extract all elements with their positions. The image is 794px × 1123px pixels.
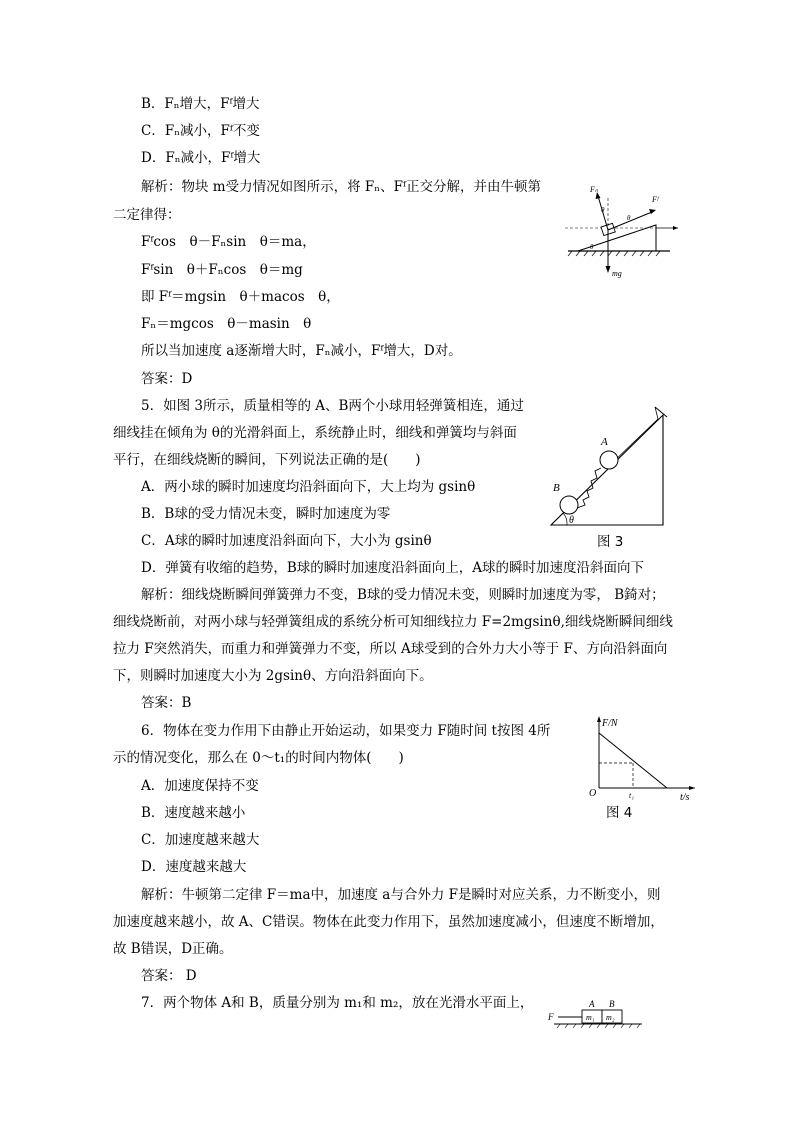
equation: Fᶠsin θ＋Fₙcos θ＝mg (141, 262, 303, 278)
solution-line: 拉力 F突然消失，而重力和弹簧弹力不变，所以 A球受到的合外力大小等于 F、方向沿斜面向 (113, 641, 668, 657)
ball-b-label: B (553, 482, 560, 494)
force-diagram (560, 178, 680, 278)
theta-label: θ (569, 515, 574, 526)
normal-force-label: Fₙ (590, 185, 599, 194)
figure-4-graph (585, 712, 700, 802)
x-axis-label: t/s (680, 792, 690, 802)
answer: 答案：D (141, 371, 193, 387)
block-a-label: A (589, 999, 595, 1009)
option-a: A．加速度保持不变 (141, 778, 259, 794)
theta-label: θ (601, 206, 605, 214)
answer: 答案：B (141, 695, 192, 711)
figure-3-caption: 图 3 (597, 534, 624, 550)
option-b: B．B球的受力情况未变，瞬时加速度为零 (141, 506, 391, 522)
theta-label: θ (590, 243, 594, 251)
equation: Fₙ＝mgcos θ－masin θ (141, 316, 312, 332)
y-axis-label: F/N (602, 718, 618, 729)
mass-1-label: m₁ (586, 1013, 595, 1022)
option-d: D．Fₙ减小，Fᶠ增大 (141, 150, 261, 166)
figure-7-blocks (540, 996, 645, 1032)
option-c: C．A球的瞬时加速度沿斜面向下，大小为 gsinθ (141, 533, 432, 549)
question-6: 6．物体在变力作用下由静止开始运动，如果变力 F随时间 t按图 4所 (141, 723, 551, 739)
weight-label: mg (612, 269, 622, 278)
figure-4-caption: 图 4 (606, 805, 633, 821)
question-5: 5．如图 3所示，质量相等的 A、B两个小球用轻弹簧相连，通过 (141, 398, 524, 414)
solution-line: 细线烧断前，对两小球与轻弹簧组成的系统分析可知细线拉力 F=2mgsinθ,细线烧断瞬间细线 (113, 614, 673, 630)
option-d: D．弹簧有收缩的趋势，B球的瞬时加速度沿斜面向上，A球的瞬时加速度沿斜面向下 (141, 560, 644, 576)
friction-force-label: Fᶠ (652, 195, 659, 204)
answer: 答案： D (141, 968, 197, 984)
question-5: 平行，在细线烧断的瞬间，下列说法正确的是( ) (113, 452, 421, 468)
question-6: 示的情况变化，那么在 0～t₁的时间内物体( ) (113, 750, 404, 766)
block-b-label: B (609, 999, 615, 1009)
t1-label: t₁ (629, 791, 635, 800)
option-c: C．Fₙ减小，Fᶠ不变 (141, 123, 260, 139)
solution-line: 故 B错误，D正确。 (113, 941, 233, 957)
option-b: B．速度越来越小 (141, 805, 246, 821)
question-7: 7．两个物体 A和 B，质量分别为 m₁和 m₂，放在光滑水平面上， (141, 995, 534, 1011)
option-d: D．速度越来越大 (141, 859, 247, 875)
solution-line: 解析：牛顿第二定律 F＝ma中，加速度 a与合外力 F是瞬时对应关系，力不断变小，则 (141, 887, 661, 903)
question-5: 细线挂在倾角为 θ的光滑斜面上，系统静止时，细线和弹簧均与斜面 (113, 425, 517, 441)
option-c: C．加速度越来越大 (141, 832, 260, 848)
origin-label: O (589, 788, 597, 799)
mass-2-label: m₂ (606, 1013, 615, 1022)
force-label: F (548, 1012, 554, 1022)
theta-label: θ (627, 214, 631, 222)
solution-line: 解析：细线烧断瞬间弹簧弹力不变，B球的受力情况未变，则瞬时加速度为零， B錡对； (141, 587, 665, 603)
equation: Fᶠcos θ－Fₙsin θ＝ma， (141, 234, 316, 250)
solution-line: 所以当加速度 a逐渐增大时，Fₙ减小，Fᶠ增大，D对。 (141, 343, 462, 359)
equation: 即 Fᶠ＝mgsin θ＋macos θ， (141, 289, 340, 305)
solution-line: 加速度越来越小，故 A、C错误。物体在此变力作用下，虽然加速度减小，但速度不断增加， (113, 914, 664, 930)
ball-a-label: A (601, 436, 608, 448)
figure-3-incline (545, 405, 670, 530)
solution-line: 二定律得： (113, 207, 181, 223)
option-b: B．Fₙ增大，Fᶠ增大 (141, 96, 260, 112)
solution-line: 下，则瞬时加速度大小为 2gsinθ、方向沿斜面向下。 (113, 668, 433, 684)
option-a: A．两小球的瞬时加速度均沿斜面向下，大上均为 gsinθ (141, 479, 476, 495)
solution-line: 解析：物块 m受力情况如图所示，将 Fₙ、Fᶠ正交分解，并由牛顿第 (141, 179, 541, 195)
